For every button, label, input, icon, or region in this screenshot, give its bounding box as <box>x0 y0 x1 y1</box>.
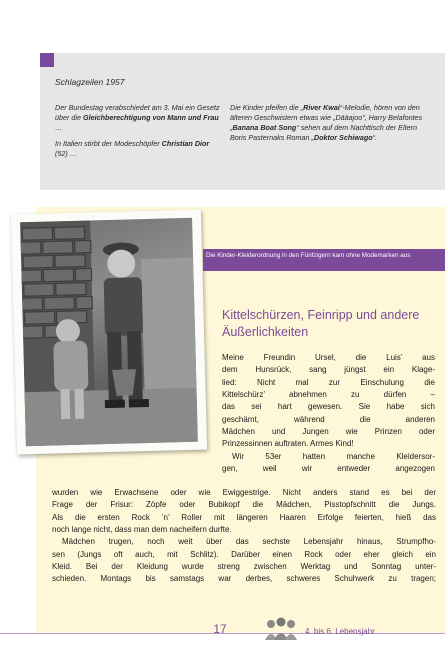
article-body-wide <box>52 487 436 586</box>
body-line: lied: Nicht mal zur Einschulung die <box>222 377 435 387</box>
children-group-icon <box>263 616 299 640</box>
headline-text: Der Bundestag verabschiedet am 3. Mai ein Gesetz über die <box>55 103 220 122</box>
body-line: Mädchen trugen, noch weit über das sechste Lebensjahr hinaus, Strumpfho- <box>62 537 436 547</box>
photo-children-image <box>20 218 198 446</box>
headlines-left-column <box>55 103 220 165</box>
body-line: Kleid. Bei der Kleidung wurde streng zwischen Werktag und Sonntag unter- <box>52 562 436 572</box>
body-line: das sei hart gewesen. Sie habe sich <box>222 402 435 412</box>
headline-text: Die Kinder pfeifen die „ <box>230 103 304 112</box>
page-number: 17 <box>213 622 227 636</box>
headline-text: (52) … <box>55 149 77 158</box>
headline-item <box>55 139 220 159</box>
headline-text: “ sehen auf dem Nachttisch der Eltern Boris Pasternaks Roman „ <box>230 123 417 142</box>
headline-item <box>55 103 220 133</box>
body-line: geschämt, während die anderen <box>222 414 435 424</box>
headlines-right-column <box>230 103 430 149</box>
accent-square <box>40 53 54 67</box>
body-line: Frage der Frisur: Zöpfe oder Bubikopf die Mädchen, Pisstopfschnitt die Jungs. <box>52 500 436 510</box>
article-title: Kittelschürzen, Feinripp und andere Äußerlichkeiten <box>222 308 420 339</box>
headline-emphasis: Christian Dior <box>161 139 210 148</box>
headline-emphasis: Doktor Schiwago <box>313 133 373 142</box>
body-line: dem Hunsrück, sang jüngst ein Klage- <box>222 365 435 375</box>
body-line: sen (Jungs oft auch, mit Schlitz). Darüber einen Rock oder eher gleich ein <box>52 549 436 559</box>
body-line: Mädchen und Jungen wie Prinzen oder <box>222 427 435 437</box>
headline-emphasis: Gleichberechtigung von Mann und Frau <box>82 113 219 122</box>
headline-text: In Italien stirbt der Modeschöpfer <box>55 139 162 148</box>
headlines-title: Schlagzeilen 1957 <box>55 77 125 87</box>
body-line: Prinzessinnen auftraten. Armes Kind! <box>222 439 354 449</box>
headline-text: … <box>55 123 63 132</box>
article-body-narrow <box>222 352 435 475</box>
headline-emphasis: Banana Boat Song <box>232 123 297 132</box>
body-line: Als die ersten Rock ’n’ Roller mit längeren Haaren Erfolge feierten, hieß das <box>52 512 436 522</box>
chapter-label: 4. bis 6. Lebensjahr <box>305 627 375 636</box>
body-line: Wir 53er hatten manche Kleidersor- <box>232 451 435 461</box>
body-line: wurden wie Erwachsene oder wie Ewiggestrige. Nicht anders stand es bei der <box>52 488 436 497</box>
body-line: noch lange nicht, dass man dem nacheifern durfte. <box>52 525 232 535</box>
body-line: schieden. Montags bis samstags war derbes, schweres Schuhwerk zu tragen; <box>52 574 436 584</box>
body-line: Kittelschürz’ abnehmen zu dürfen – <box>222 390 435 400</box>
photo-illustration <box>20 218 198 446</box>
vintage-photo <box>11 210 207 455</box>
headline-text: “-Melodie, hören von den älteren Geschwistern etwas wie „Dääajoo“, Harry Belafontes „ <box>230 103 423 132</box>
body-line: Meine Freundin Ursel, die Luis’ aus <box>222 353 435 362</box>
headline-item <box>230 103 430 143</box>
headline-text: “. <box>372 133 377 142</box>
headline-emphasis: River Kwai <box>303 103 340 112</box>
body-line: gen, weil wir entweder angezogen <box>222 464 435 474</box>
photo-caption: Die Kinder-Kleiderordnung in den Fünfzigern kam ohne Modemarken aus <box>206 252 411 259</box>
